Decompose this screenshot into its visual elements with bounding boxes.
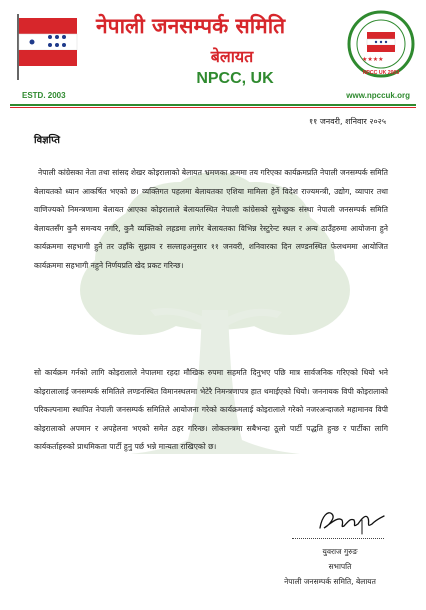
header-divider [10, 104, 416, 106]
signatory-organization: नेपाली जनसम्पर्क समिति, बेलायत [284, 577, 376, 586]
letter-heading: विज्ञप्ति [34, 135, 60, 146]
header-divider-accent [10, 107, 416, 108]
signatory-title: सभापति [328, 562, 352, 571]
organization-seal-icon [346, 8, 416, 84]
signatory-name: युवराज गुरुङ [322, 547, 358, 556]
established-year: ESTD. 2003 [22, 91, 66, 100]
party-flag-icon [12, 10, 84, 82]
website-link[interactable]: www.npccuk.org [346, 91, 410, 100]
body-paragraph-2: सो कार्यक्रम गर्नको लागि कोइरालाले नेपालमा रहदा मौखिक रुपमा सहमति दिनुभए पछि मात्र सार्वजनिक गरिएको थियो भने कोइरालालाई जनसम्पर्क समितिले लण्डनस्थित विमानस्थलमा भेटेरै निमन्त्रणापत्र हात थमाईएको थियो। जननायक विपी कोइरालाको परिकल्पनामा स्थापित नेपाली जनसम्पर्क समितिले आयोजना गरेको कार्यक्रमलाई कोइरालाले गरेको नजरअन्दाजले महामानव विपी कोइरालाको अपमान र अपहेलना भएको समेत ठहर गरिन्छ। लोकतन्त्रमा सबैभन्दा ठूलो पार्टी पद्धति हुन्छ र पार्टीका लागि कार्यकर्ताहरुको प्राथमिकता पार्टी हुनु पर्छ भन्ने मान्यता राखिएको छ। [34, 368, 388, 451]
svg-text:NPCC UK 2003: NPCC UK 2003 [362, 70, 400, 76]
handwritten-signature [316, 506, 388, 536]
organization-short-name: NPCC, UK [196, 70, 274, 87]
svg-text:★★★★: ★★★★ [362, 56, 384, 63]
body-paragraph-1: नेपाली कांग्रेसका नेता तथा सांसद शेखर कोइरालाको बेलायत भ्रमणका क्रममा तय गरिएका कार्यक्रमप्रति नेपाली जनसम्पर्क समिति बेलायतको ध्यान आकर्षित भएको छ। व्यक्तिगत पहलमा बेलायतका एशिया मामिला हेर्ने विदेश राज्यमन्त्री, उद्योग, व्यापार तथा वाणिज्यको निमन्त्रणामा बेलायत आएका कोइरालाले बेलायतस्थित नेपाली कांग्रेसको सुवेच्छुक संस्था नेपाली जनसम्पर्क समिति बेलायतसँग कुनै समन्वय नगरि, कुनै व्यक्तिको लहडमा लागेर बेलायतका विभिन्न रेस्टुरेन्ट स्थल र अन्य ठाउँहरुमा आयोजना हुने कार्यक्रममा सहभागी हुने तर उहाँके सुझाव र सल्लाहअनुसार ११ जनवरी, शनिवारका दिन लण्डनस्थित फेलथममा आयोजित कार्यक्रममा सहभागी नहुने निर्णयप्रति खेद प्रकट गरिन्छ। [34, 168, 388, 270]
signature-line [292, 538, 384, 539]
organization-location: बेलायत [210, 47, 254, 66]
organization-name: नेपाली जनसम्पर्क समिति [96, 14, 286, 38]
letter-date: ११ जनवरी, शनिवार २०२५ [308, 117, 386, 126]
